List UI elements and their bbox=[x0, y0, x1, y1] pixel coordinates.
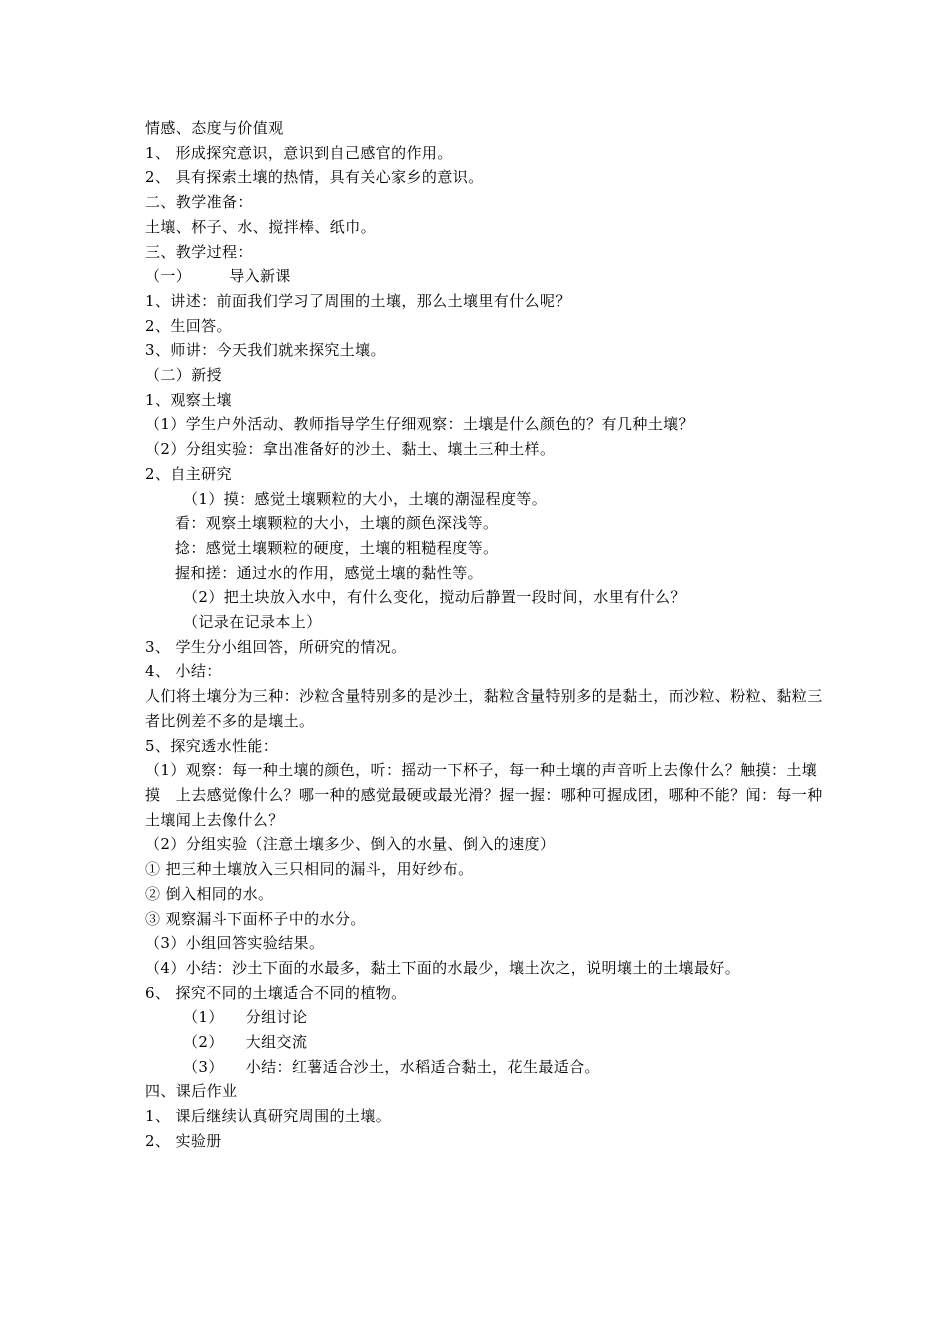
section-heading-homework: 四、课后作业 bbox=[145, 1082, 238, 1101]
section-heading-preparation: 二、教学准备： bbox=[145, 193, 253, 212]
step-text: 3、师讲：今天我们就来探究土壤。 bbox=[145, 341, 386, 360]
observation-paragraph: （1）观察：每一种土壤的颜色，听：摇动一下杯子，每一种土壤的声音听上去像什么？触摸：土壤摸 上去感觉像什么？哪一种的感觉最硬或最光滑？握一握：哪种可握成团，哪种不能？闻：每一种土壤闻上去像什么？ bbox=[145, 761, 823, 829]
sub-step-text: 大组交流 bbox=[245, 1033, 308, 1052]
step-text: 2、自主研究 bbox=[145, 464, 232, 483]
step-text: 捻：感觉土壤颗粒的硬度，土壤的粗糙程度等。 bbox=[175, 538, 499, 557]
subsection-new-lesson: （二）新授 bbox=[145, 366, 223, 385]
step-text: （2）把土块放入水中，有什么变化，搅动后静置一段时间，水里有什么？ bbox=[183, 588, 686, 607]
subsection-number: （一） bbox=[145, 267, 192, 286]
step-text: 6、 探究不同的土壤适合不同的植物。 bbox=[145, 983, 407, 1002]
section-heading-attitudes: 情感、态度与价值观 bbox=[145, 119, 284, 137]
goal-item-1: 1、 形成探究意识，意识到自己感官的作用。 bbox=[145, 143, 453, 162]
homework-item-1: 1、 课后继续认真研究周围的土壤。 bbox=[145, 1107, 392, 1126]
step-text: 握和搓：通过水的作用，感觉土壤的黏性等。 bbox=[175, 563, 484, 582]
step-text: （1）学生户外活动、教师指导学生仔细观察：土壤是什么颜色的？有几种土壤？ bbox=[145, 415, 694, 434]
sub-step-text: 分组讨论 bbox=[245, 1008, 308, 1027]
step-text: 1、观察土壤 bbox=[145, 390, 232, 409]
numbered-step: ② 倒入相同的水。 bbox=[145, 884, 274, 903]
step-text: （4）小结：沙土下面的水最多，黏土下面的水最少，壤土次之，说明壤土的土壤最好。 bbox=[145, 958, 741, 977]
step-text: （2）分组实验：拿出准备好的沙土、黏土、壤土三种土样。 bbox=[145, 440, 556, 459]
numbered-step: ③ 观察漏斗下面杯子中的水分。 bbox=[145, 909, 366, 928]
step-text: （记录在记录本上） bbox=[183, 613, 322, 632]
subsection-intro bbox=[145, 264, 825, 289]
summary-paragraph: 人们将土壤分为三种：沙粒含量特别多的是沙土，黏粒含量特别多的是黏土，而沙粒、粉粒、黏粒三者比例差不多的是壤土。 bbox=[145, 687, 823, 730]
step-text: 看：观察土壤颗粒的大小，土壤的颜色深浅等。 bbox=[175, 514, 499, 533]
step-text: 5、探究透水性能： bbox=[145, 736, 279, 755]
sub-step-number: （1） bbox=[183, 1008, 224, 1027]
sub-step bbox=[145, 1055, 825, 1080]
homework-item-2: 2、 实验册 bbox=[145, 1131, 222, 1150]
section-heading-process: 三、教学过程： bbox=[145, 242, 253, 261]
step-text: 2、生回答。 bbox=[145, 316, 232, 335]
goal-item-2: 2、 具有探索土壤的热情，具有关心家乡的意识。 bbox=[145, 168, 484, 187]
subsection-title: 导入新课 bbox=[229, 267, 291, 286]
step-text: 3、 学生分小组回答，所研究的情况。 bbox=[145, 637, 407, 656]
document-page bbox=[145, 116, 825, 1154]
numbered-step: ① 把三种土壤放入三只相同的漏斗，用好纱布。 bbox=[145, 860, 474, 879]
sub-step-number: （3） bbox=[183, 1057, 224, 1076]
step-text: 1、讲述：前面我们学习了周围的土壤，那么土壤里有什么呢？ bbox=[145, 291, 571, 310]
sub-step-text: 小结：红薯适合沙土，水稻适合黏土，花生最适合。 bbox=[245, 1057, 600, 1076]
step-text: （2）分组实验（注意土壤多少、倒入的水量、倒入的速度） bbox=[145, 835, 556, 854]
materials-list: 土壤、杯子、水、搅拌棒、纸巾。 bbox=[145, 217, 377, 236]
sub-step bbox=[145, 1030, 825, 1055]
sub-step-number: （2） bbox=[183, 1033, 224, 1052]
step-text: 4、 小结： bbox=[145, 662, 222, 681]
step-text: （1）摸：感觉土壤颗粒的大小，土壤的潮湿程度等。 bbox=[183, 489, 548, 508]
sub-step bbox=[145, 1005, 825, 1030]
step-text: （3）小组回答实验结果。 bbox=[145, 934, 325, 953]
